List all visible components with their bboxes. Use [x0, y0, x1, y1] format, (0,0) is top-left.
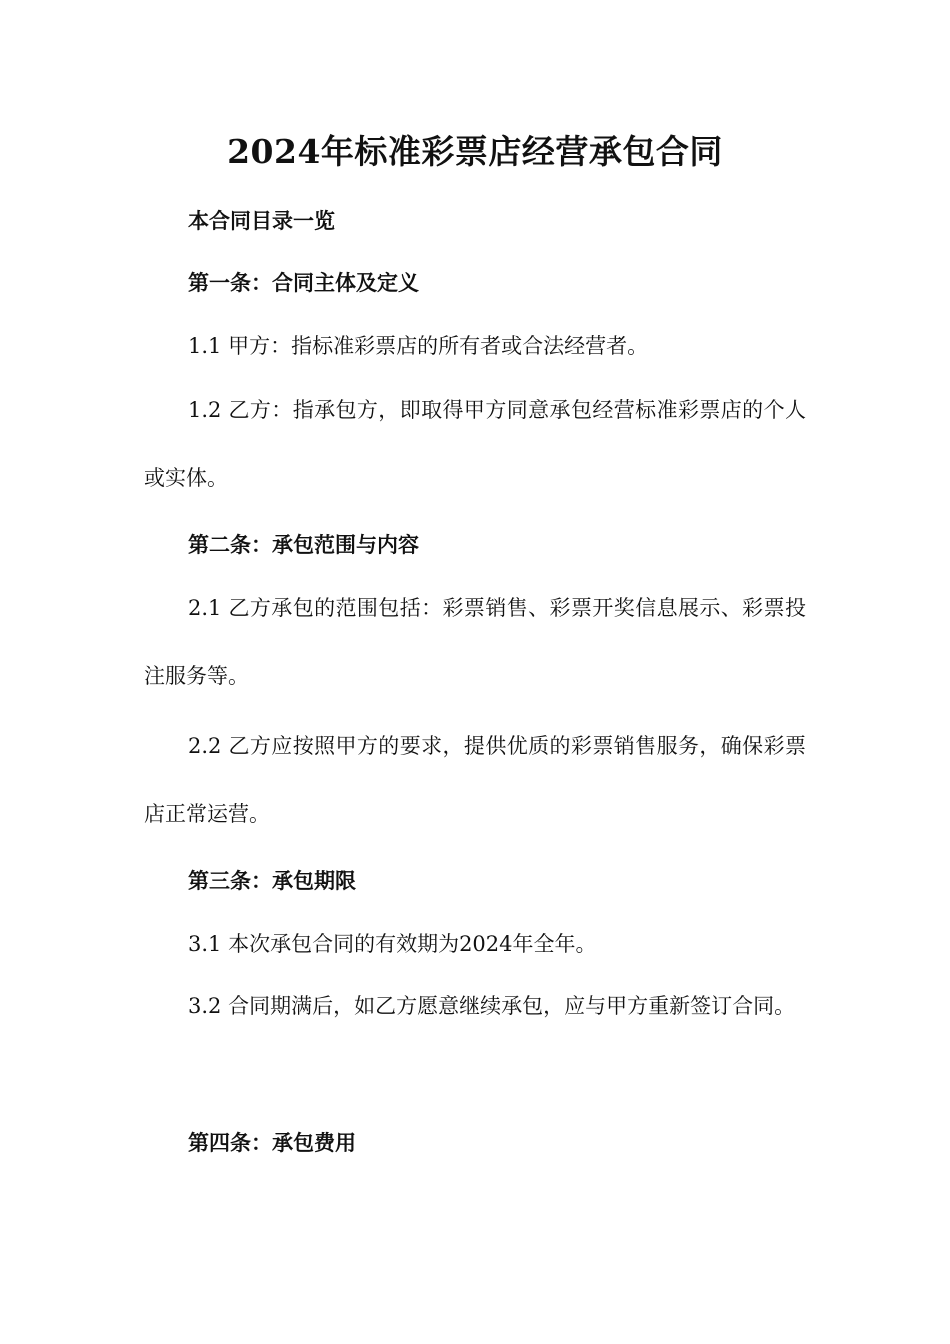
clause-3-1: 3.1 本次承包合同的有效期为2024年全年。	[188, 932, 597, 956]
section-heading-4: 第四条：承包费用	[188, 1130, 356, 1155]
clause-2-1: 2.1 乙方承包的范围包括：彩票销售、彩票开奖信息展示、彩票投注服务等。	[144, 596, 806, 688]
document-title: 2024年标准彩票店经营承包合同	[227, 132, 723, 171]
clause-2-2: 2.2 乙方应按照甲方的要求，提供优质的彩票销售服务，确保彩票店正常运营。	[144, 734, 806, 826]
clause-3-2: 3.2 合同期满后，如乙方愿意继续承包，应与甲方重新签订合同。	[188, 994, 796, 1018]
section-heading-2: 第二条：承包范围与内容	[188, 532, 419, 557]
section-heading-1: 第一条：合同主体及定义	[188, 270, 419, 295]
section-heading-3: 第三条：承包期限	[188, 868, 356, 893]
clause-1-2: 1.2 乙方：指承包方，即取得甲方同意承包经营标准彩票店的个人或实体。	[144, 398, 806, 490]
clause-1-1: 1.1 甲方：指标准彩票店的所有者或合法经营者。	[188, 334, 649, 358]
toc-heading: 本合同目录一览	[188, 208, 335, 233]
